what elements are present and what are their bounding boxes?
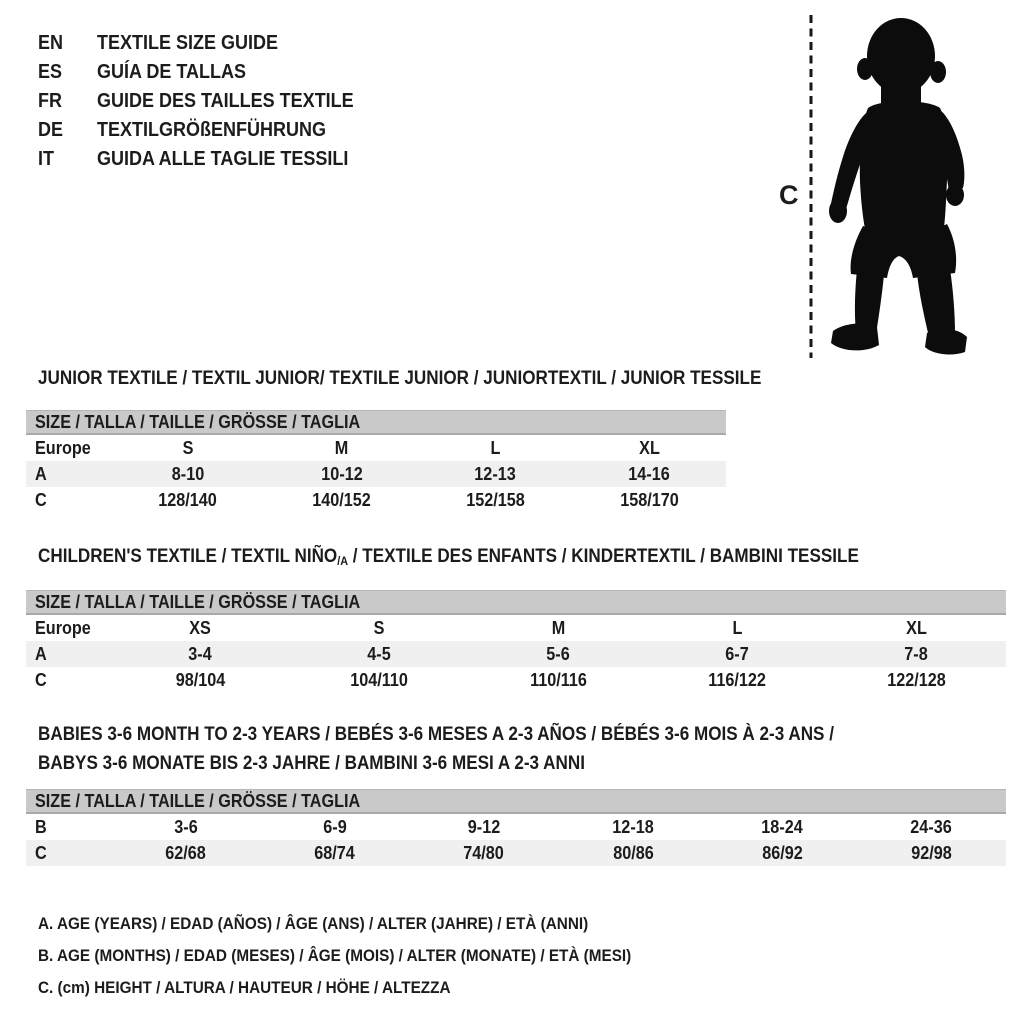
guide-title-text: TEXTILE SIZE GUIDE [97,32,279,54]
row-label-text: A [35,463,47,484]
row-label-cell [26,644,111,665]
value-cell [111,670,290,691]
value-cell [827,644,1006,665]
size-header-label: SIZE / TALLA / TAILLE / GRÖSSE / TAGLIA [35,591,361,612]
value-cell [419,490,573,511]
guide-title-text: GUIDA ALLE TAGLIE TESSILI [97,148,349,170]
row-label-cell [26,490,111,511]
footnote-text: B. AGE (MONTHS) / EDAD (MESES) / ÂGE (MOIS) / ALTER (MONATE) / ETÀ (MESI) [38,946,632,965]
toddler-silhouette-icon [829,18,967,354]
footnote-line [38,940,697,972]
value-text: 68/74 [314,842,356,863]
row-label-cell [26,438,111,459]
size-header-label: SIZE / TALLA / TAILLE / GRÖSSE / TAGLIA [35,411,361,432]
value-cell [708,843,857,864]
row-label-cell [26,618,111,639]
guide-title-en [97,32,298,55]
language-code-text: ES [38,61,63,83]
language-code-text: EN [38,32,64,54]
row-label-cell [26,817,111,838]
value-cell [469,670,648,691]
table-row [26,461,726,487]
junior-section-title [38,368,842,390]
language-code [38,61,97,84]
language-code-text: IT [38,148,55,170]
guide-title-text: TEXTILGRÖßENFÜHRUNG [97,119,326,141]
row-label-cell [26,670,111,691]
value-text: 4-5 [367,643,392,664]
value-text: S [374,617,385,638]
value-text: 92/98 [911,842,952,863]
value-cell [827,670,1006,691]
value-cell [419,464,573,485]
value-text: 80/86 [612,842,654,863]
babies-section-title [38,720,922,778]
language-code [38,32,97,55]
size-header-label: SIZE / TALLA / TAILLE / GRÖSSE / TAGLIA [35,790,361,811]
row-label-text: Europe [35,617,91,638]
children-size-table [26,590,1006,693]
value-cell [290,618,469,639]
language-code-text: FR [38,90,63,112]
table-row [26,814,1006,840]
value-text: 6-7 [725,643,750,664]
value-cell [648,670,827,691]
value-text: XS [189,617,212,638]
value-cell [265,490,419,511]
junior-size-table [26,410,726,513]
value-text: 62/68 [165,842,206,863]
children-section-title [38,546,950,568]
value-text: 74/80 [463,842,505,863]
value-cell [409,843,558,864]
value-text: 24-36 [910,816,953,837]
value-text: 12-13 [474,463,517,484]
babies-title-line1-text: BABIES 3-6 MONTH TO 2-3 YEARS / BEBÉS 3-6 MESES A 2-3 AÑOS / BÉBÉS 3-6 MOIS À 2-3 ANS / [38,724,834,745]
value-text: 5-6 [546,643,571,664]
value-text: 18-24 [761,816,803,837]
value-cell [111,843,260,864]
language-code [38,148,97,171]
row-label-text: C [35,489,47,510]
value-cell [111,817,260,838]
value-text: 128/140 [158,489,218,510]
height-measure-label: C [779,180,799,210]
language-row [38,29,382,58]
babies-title-line2 [38,749,922,778]
value-cell [409,817,558,838]
guide-title-text: GUÍA DE TALLAS [97,61,246,83]
size-header-bar [26,410,726,435]
footnote-text: A. AGE (YEARS) / EDAD (AÑOS) / ÂGE (ANS) / ALTER (JAHRE) / ETÀ (ANNI) [38,914,589,933]
value-text: 14-16 [628,463,670,484]
junior-title-text: JUNIOR TEXTILE / TEXTIL JUNIOR/ TEXTILE JUNIOR / JUNIORTEXTIL / JUNIOR TESSILE [38,368,762,389]
footnote-line [38,972,697,1004]
guide-title-fr [97,90,382,113]
value-cell [469,644,648,665]
size-header-bar [26,789,1006,814]
language-code [38,90,97,113]
value-cell [469,618,648,639]
value-cell [708,817,857,838]
value-cell [265,438,419,459]
value-text: 8-10 [171,463,205,484]
babies-title-line2-text: BABYS 3-6 MONATE BIS 2-3 JAHRE / BAMBINI 3-6 MESI A 2-3 ANNI [38,753,585,774]
value-cell [559,817,708,838]
value-text: 152/158 [466,489,525,510]
row-label-cell [26,464,111,485]
footnote-text: C. (cm) HEIGHT / ALTURA / HAUTEUR / HÖHE / ALTEZZA [38,978,451,997]
value-cell [111,438,265,459]
value-cell [857,843,1006,864]
legend-footnotes [38,908,697,1004]
table-row [26,487,726,513]
table-row [26,615,1006,641]
value-cell [265,464,419,485]
children-title-main: CHILDREN'S TEXTILE / TEXTIL NIÑO [38,546,338,567]
guide-title-text: GUIDE DES TAILLES TEXTILE [97,90,354,112]
guide-title-es [97,61,263,84]
value-text: 158/170 [619,489,679,510]
value-cell [111,644,290,665]
value-text: 6-9 [323,816,347,837]
value-cell [111,618,290,639]
children-title-rest: / TEXTILE DES ENFANTS / KINDERTEXTIL / BAMBINI TESSILE [348,546,859,567]
table-row [26,641,1006,667]
language-code [38,119,97,142]
guide-title-it [97,148,376,171]
value-cell [559,843,708,864]
language-row [38,87,382,116]
row-label-text: C [35,669,47,690]
value-text: 98/104 [175,669,226,690]
language-row [38,145,382,174]
value-cell [648,644,827,665]
children-title-subscript: /A [337,554,349,568]
value-text: 7-8 [904,643,929,664]
row-label-text: C [35,842,47,863]
table-row [26,667,1006,693]
value-cell [827,618,1006,639]
value-cell [290,670,469,691]
value-cell [572,490,726,511]
row-label-text: A [35,643,47,664]
value-cell [290,644,469,665]
value-text: S [182,437,194,458]
toddler-height-figure [775,8,985,364]
value-text: 116/122 [708,669,767,690]
value-text: 12-18 [612,816,654,837]
row-label-text: Europe [35,437,91,458]
value-text: 86/92 [762,842,803,863]
language-code-text: DE [38,119,64,141]
value-text: 9-12 [467,816,501,837]
value-cell [648,618,827,639]
value-text: 10-12 [320,463,363,484]
value-text: 122/128 [887,669,946,690]
value-text: XL [906,617,927,638]
value-cell [572,438,726,459]
language-row [38,116,382,145]
value-text: L [490,437,501,458]
value-text: 140/152 [312,489,371,510]
value-cell [572,464,726,485]
table-row [26,840,1006,866]
value-text: M [334,437,349,458]
value-text: L [732,617,743,638]
value-text: 3-4 [188,643,213,664]
language-title-list [38,29,382,174]
value-cell [419,438,573,459]
value-text: 110/116 [530,669,587,690]
value-cell [111,464,265,485]
value-cell [857,817,1006,838]
babies-title-line1 [38,720,922,749]
value-cell [260,843,409,864]
language-row [38,58,382,87]
footnote-line [38,908,697,940]
row-label-text: B [35,816,47,837]
value-text: 3-6 [173,816,198,837]
children-title-text [38,546,859,568]
value-cell [111,490,265,511]
value-text: XL [638,437,660,458]
row-label-cell [26,843,111,864]
babies-size-table [26,789,1006,866]
value-text: 104/110 [350,669,409,690]
guide-title-de [97,119,351,142]
size-header-bar [26,590,1006,615]
value-cell [260,817,409,838]
table-row [26,435,726,461]
value-text: M [551,617,566,638]
